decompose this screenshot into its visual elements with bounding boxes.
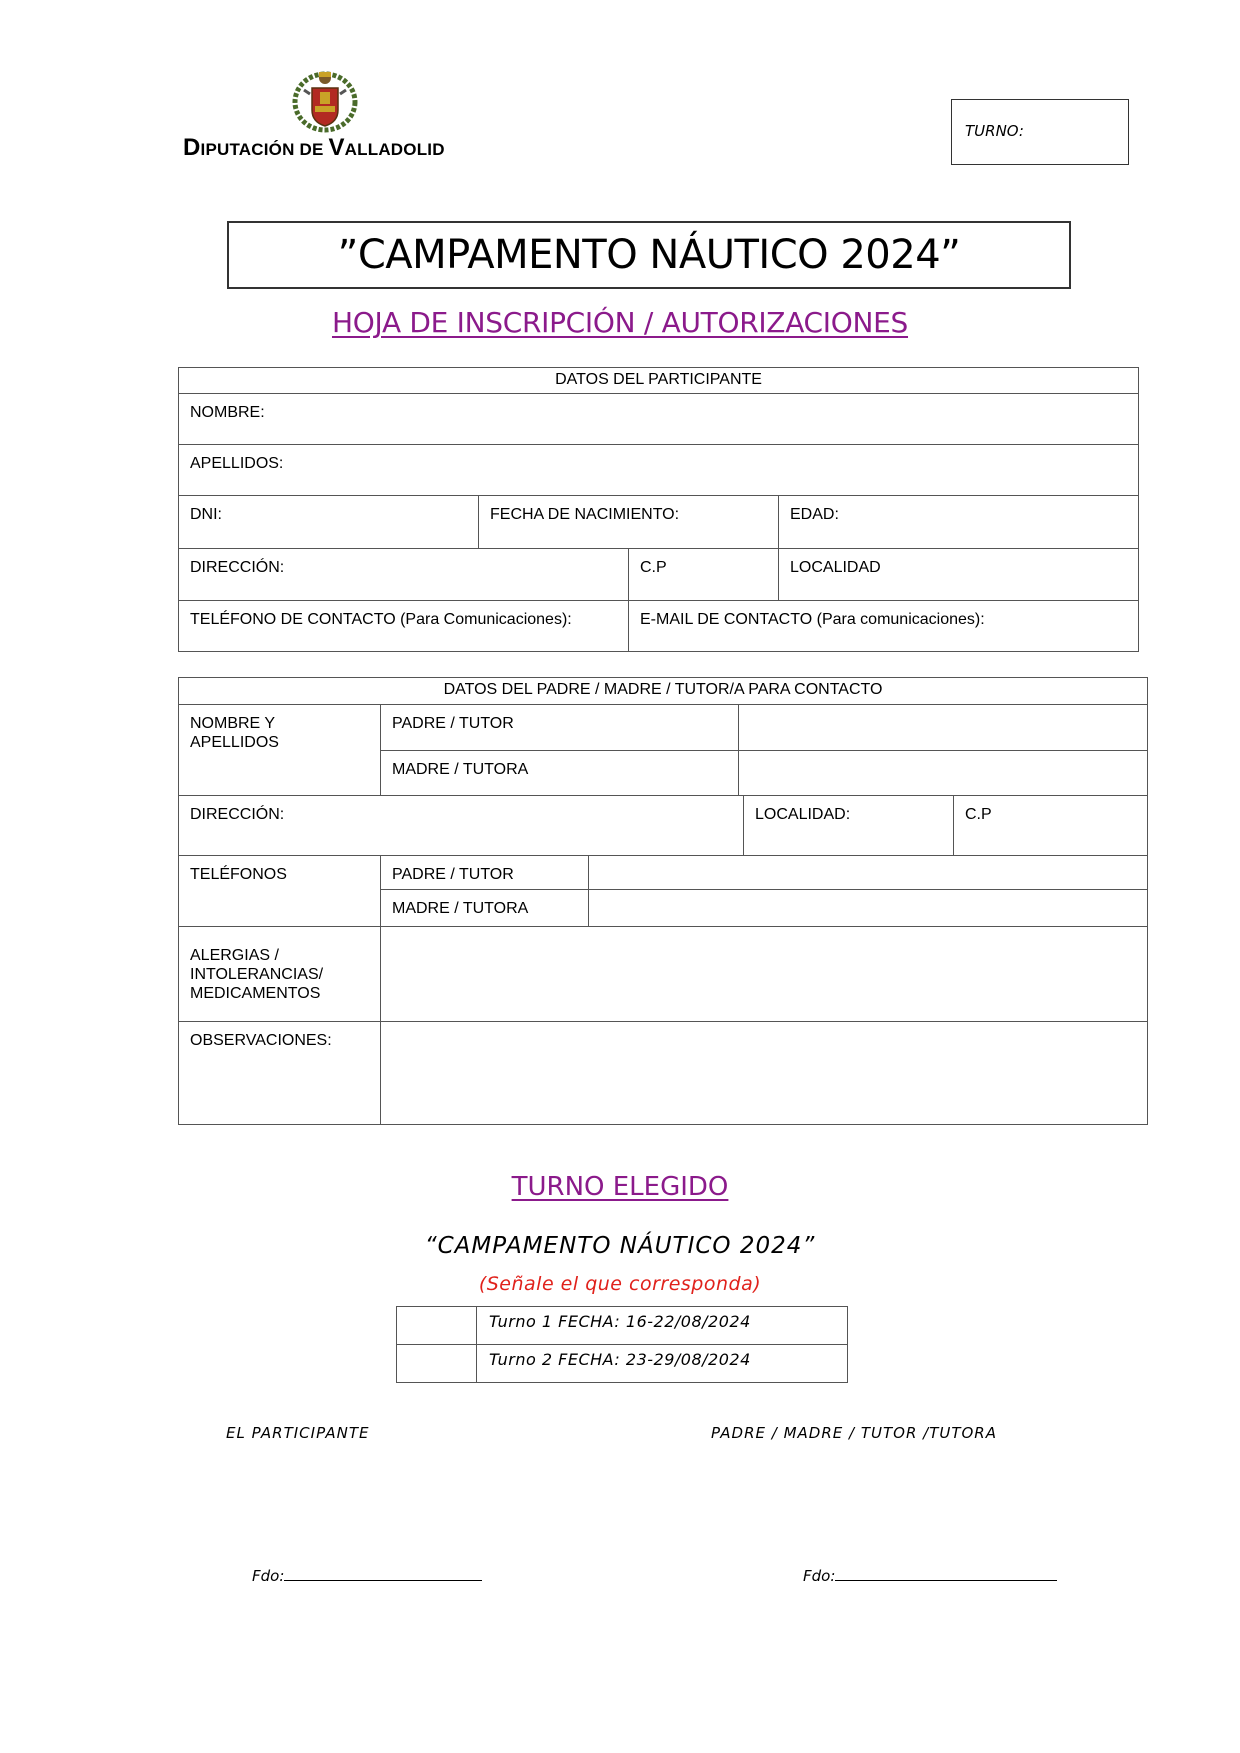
participant-fdo-label: Fdo: (252, 1567, 285, 1585)
tutor-cp-field[interactable]: C.P (954, 796, 1148, 856)
localidad-field[interactable]: LOCALIDAD (779, 549, 1139, 601)
page-title: ”CAMPAMENTO NÁUTICO 2024” (337, 232, 961, 278)
padre-tutor-label: PADRE / TUTOR (381, 705, 739, 751)
guardian-fdo-label: Fdo: (803, 1567, 836, 1585)
nombre-apellidos-label: NOMBRE Y APELLIDOS (179, 705, 381, 796)
diputacion-logo (180, 68, 480, 164)
telefono-padre-label: PADRE / TUTOR (381, 856, 589, 890)
title-box (227, 221, 1071, 289)
participant-data-table (178, 367, 1139, 652)
turno-options-table (396, 1306, 848, 1383)
guardian-section-heading: DATOS DEL PADRE / MADRE / TUTOR/A PARA CONTACTO (179, 678, 1148, 705)
telefono-field[interactable]: TELÉFONO DE CONTACTO (Para Comunicaciones): (179, 601, 629, 652)
dni-field[interactable]: DNI: (179, 496, 479, 549)
turno-1-label: Turno 1 FECHA: 16-22/08/2024 (477, 1307, 848, 1345)
padre-tutor-name-field[interactable] (739, 705, 1148, 751)
turno-2-label: Turno 2 FECHA: 23-29/08/2024 (477, 1345, 848, 1383)
alergias-field[interactable] (381, 927, 1148, 1022)
telefonos-label: TELÉFONOS (179, 856, 381, 927)
cp-field[interactable]: C.P (629, 549, 779, 601)
campamento-subtitle: “CAMPAMENTO NÁUTICO 2024” (424, 1233, 816, 1259)
guardian-signature-label: PADRE / MADRE / TUTOR /TUTORA (711, 1424, 997, 1442)
turno-elegido-heading: TURNO ELEGIDO (511, 1172, 729, 1202)
madre-tutora-label: MADRE / TUTORA (381, 751, 739, 796)
turno-box[interactable] (951, 99, 1129, 165)
tutor-direccion-field[interactable]: DIRECCIÓN: (179, 796, 744, 856)
guardian-data-table (178, 677, 1148, 1125)
email-field[interactable]: E-MAIL DE CONTACTO (Para comunicaciones): (629, 601, 1139, 652)
direccion-field[interactable]: DIRECCIÓN: (179, 549, 629, 601)
apellidos-field[interactable]: APELLIDOS: (179, 445, 1139, 496)
tutor-localidad-field[interactable]: LOCALIDAD: (744, 796, 954, 856)
nombre-field[interactable]: NOMBRE: (179, 394, 1139, 445)
selection-instruction: (Señale el que corresponda) (478, 1273, 762, 1295)
page-subtitle: HOJA DE INSCRIPCIÓN / AUTORIZACIONES (331, 306, 909, 339)
participant-section-heading: DATOS DEL PARTICIPANTE (179, 368, 1139, 394)
participant-signature-label: EL PARTICIPANTE (226, 1424, 370, 1442)
participant-signature-field[interactable] (252, 1566, 482, 1585)
turno-label: TURNO: (965, 122, 1024, 140)
observaciones-label: OBSERVACIONES: (179, 1022, 381, 1125)
alergias-label: ALERGIAS / INTOLERANCIAS/ MEDICAMENTOS (179, 927, 381, 1022)
coat-of-arms-icon (290, 68, 360, 134)
telefono-padre-field[interactable] (589, 856, 1148, 890)
madre-tutora-name-field[interactable] (739, 751, 1148, 796)
telefono-madre-label: MADRE / TUTORA (381, 890, 589, 927)
guardian-signature-field[interactable] (803, 1566, 1057, 1585)
telefono-madre-field[interactable] (589, 890, 1148, 927)
edad-field[interactable]: EDAD: (779, 496, 1139, 549)
logo-text: DIPUTACIÓN DE VALLADOLID (183, 134, 445, 161)
turno-2-checkbox[interactable] (397, 1345, 477, 1383)
fecha-nacimiento-field[interactable]: FECHA DE NACIMIENTO: (479, 496, 779, 549)
observaciones-field[interactable] (381, 1022, 1148, 1125)
turno-1-checkbox[interactable] (397, 1307, 477, 1345)
